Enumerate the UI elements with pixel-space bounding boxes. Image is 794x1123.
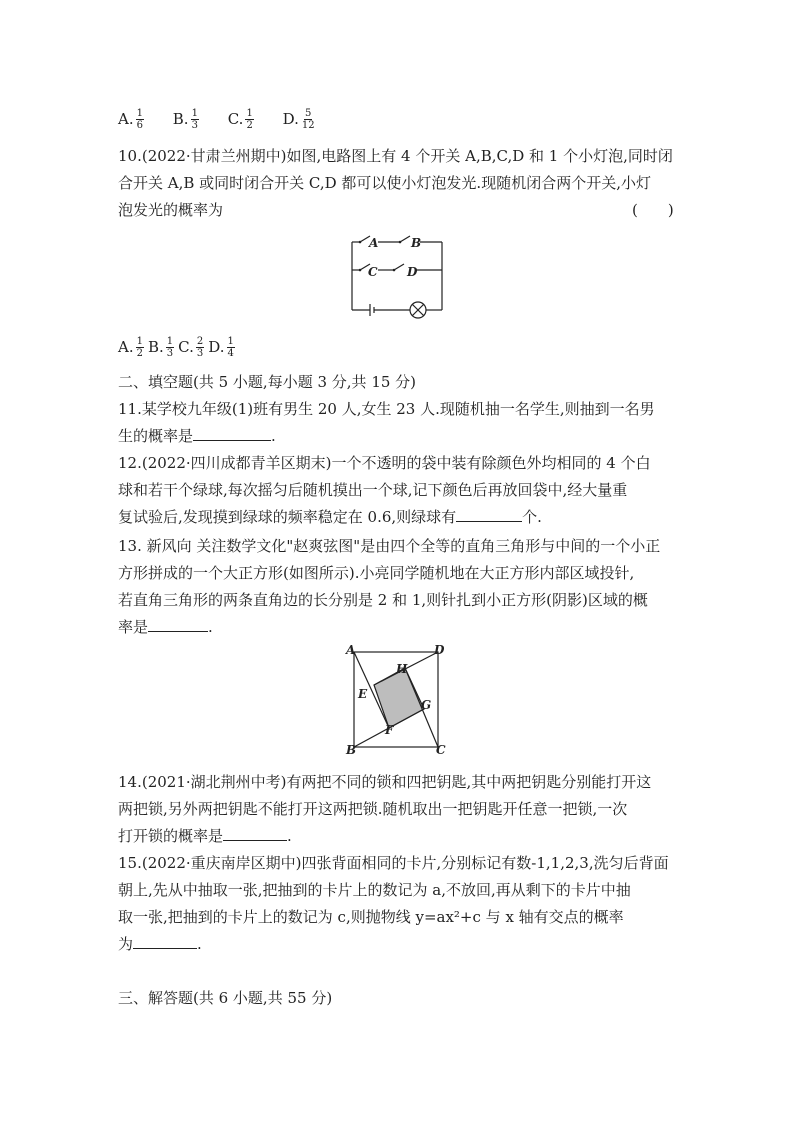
q9-option-c: C. $\frac{1}{2}$ — [227, 108, 253, 131]
q12-line-1: 12.(2022·四川成都青羊区期末)一个不透明的袋中装有除颜色外均相同的 4 个白 — [118, 454, 651, 472]
vertex-label-f: F — [385, 723, 394, 737]
q11-line-1: 11.某学校九年级(1)班有男生 20 人,女生 23 人.现随机抽一名学生,则抽到一名男 — [118, 400, 655, 418]
q15-line-1: 15.(2022·重庆南岸区期中)四张背面相同的卡片,分别标记有数-1,1,2,3,洗匀后背面 — [118, 854, 669, 872]
q13-line-4: 率是 . — [118, 618, 213, 636]
zhao-shuang-figure — [340, 640, 452, 758]
q10-option-b: B. $\frac{1}{3}$ — [147, 336, 174, 359]
q10-option-d: D. $\frac{1}{4}$ — [208, 336, 234, 359]
switch-d-lever — [394, 264, 404, 270]
q12-line-3: 复试验后,发现摸到绿球的频率稳定在 0.6,则绿球有 个. — [118, 508, 542, 526]
circuit-diagram — [340, 228, 452, 322]
section-3-heading: 三、解答题(共 6 小题,共 55 分) — [118, 989, 333, 1007]
q9-option-b: B. $\frac{1}{3}$ — [172, 108, 198, 131]
q10-line-1: 10.(2022·甘肃兰州期中)如图,电路图上有 4 个开关 A,B,C,D 和 1 个小灯泡,同时闭 — [118, 147, 673, 165]
q13-answer-blank[interactable] — [148, 617, 208, 632]
vertex-label-d: D — [434, 643, 445, 657]
vertex-label-g: G — [421, 698, 432, 712]
q11-line-2: 生的概率是 . — [118, 427, 276, 445]
q9-option-d: D. $\frac{5}{12}$ — [282, 108, 315, 131]
q14-line-2: 两把锁,另外两把钥匙不能打开这两把锁.随机取出一把钥匙开任意一把锁,一次 — [118, 800, 628, 818]
q12-answer-blank[interactable] — [456, 507, 522, 522]
vertex-label-h: H — [396, 662, 408, 676]
q10-line-2: 合开关 A,B 或同时闭合开关 C,D 都可以使小灯泡发光.现随机闭合两个开关,小灯 — [118, 174, 651, 192]
q11-answer-blank[interactable] — [193, 426, 271, 441]
vertex-label-b: B — [346, 743, 357, 757]
q14-line-3: 打开锁的概率是 . — [118, 827, 292, 845]
switch-label-c: C — [368, 265, 378, 279]
inner-square-shaded — [374, 668, 424, 728]
q15-line-2: 朝上,先从中抽取一张,把抽到的卡片上的数记为 a,不放回,再从剩下的卡片中抽 — [118, 881, 631, 899]
q13-line-1: 13. 新风向 关注数学文化"赵爽弦图"是由四个全等的直角三角形与中间的一个小正 — [118, 537, 661, 555]
q10-options — [118, 336, 239, 359]
q9-options — [118, 108, 340, 131]
q15-answer-blank[interactable] — [133, 934, 197, 949]
vertex-label-c: C — [436, 743, 446, 757]
vertex-label-a: A — [346, 643, 356, 657]
vertex-label-e: E — [358, 687, 368, 701]
q10-option-c: C. $\frac{2}{3}$ — [178, 336, 204, 359]
switch-label-b: B — [411, 236, 422, 250]
q13-line-3: 若直角三角形的两条直角边的长分别是 2 和 1,则针扎到小正方形(阴影)区域的概 — [118, 591, 648, 609]
q13-line-2: 方形拼成的一个大正方形(如图所示).小亮同学随机地在大正方形内部区域投针, — [118, 564, 635, 582]
q10-answer-paren: ( ) — [632, 201, 674, 219]
switch-label-d: D — [407, 265, 418, 279]
q15-line-3: 取一张,把抽到的卡片上的数记为 c,则抛物线 y=ax²+c 与 x 轴有交点的概率 — [118, 908, 624, 926]
q14-answer-blank[interactable] — [223, 826, 287, 841]
q10-option-a: A. $\frac{1}{2}$ — [118, 336, 143, 359]
q10-line-3: 泡发光的概率为 — [118, 201, 224, 219]
q14-line-1: 14.(2021·湖北荆州中考)有两把不同的锁和四把钥匙,其中两把钥匙分别能打开这 — [118, 773, 652, 791]
section-2-heading: 二、填空题(共 5 小题,每小题 3 分,共 15 分) — [118, 373, 417, 391]
q15-line-4: 为 . — [118, 935, 202, 953]
q9-option-a: A. $\frac{1}{6}$ — [118, 108, 143, 131]
switch-b-lever — [400, 236, 410, 242]
switch-label-a: A — [369, 236, 379, 250]
q12-line-2: 球和若干个绿球,每次摇匀后随机摸出一个球,记下颜色后再放回袋中,经大量重 — [118, 481, 628, 499]
